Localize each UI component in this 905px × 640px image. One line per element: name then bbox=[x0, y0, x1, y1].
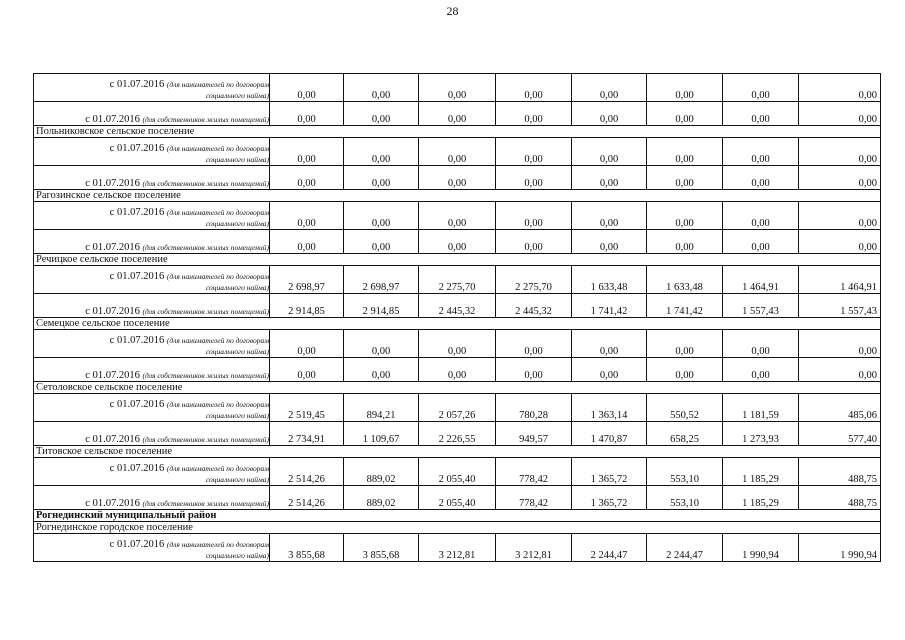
effective-date: с 01.07.2016 bbox=[85, 114, 140, 125]
category-label: (для нанимателей по договорам bbox=[166, 208, 269, 217]
tariff-value: 2 275,70 bbox=[496, 266, 572, 294]
effective-date: с 01.07.2016 bbox=[109, 271, 165, 282]
tariff-value: 485,06 bbox=[799, 394, 881, 422]
tariff-value: 2 055,40 bbox=[419, 486, 496, 510]
tariff-value: 0,00 bbox=[799, 358, 881, 382]
tariff-value: 0,00 bbox=[799, 102, 881, 126]
tariff-value: 0,00 bbox=[572, 102, 647, 126]
row-label bbox=[34, 230, 270, 254]
category-label-cont: социального найма) bbox=[205, 155, 269, 164]
tariff-value: 0,00 bbox=[799, 230, 881, 254]
settlement-header-row bbox=[34, 318, 881, 330]
effective-date: с 01.07.2016 bbox=[85, 178, 140, 189]
tariff-value: 2 514,26 bbox=[270, 486, 344, 510]
category-label-cont: социального найма) bbox=[205, 551, 269, 560]
tariff-value: 1 273,93 bbox=[723, 422, 799, 446]
tariff-value: 550,52 bbox=[647, 394, 723, 422]
tariff-value: 0,00 bbox=[647, 330, 723, 358]
tenant-tariff-row bbox=[34, 74, 881, 102]
effective-date: с 01.07.2016 bbox=[109, 399, 165, 410]
tariff-value: 2 275,70 bbox=[419, 266, 496, 294]
tariff-value: 1 990,94 bbox=[799, 534, 881, 562]
effective-date: с 01.07.2016 bbox=[109, 463, 165, 474]
tariff-value: 0,00 bbox=[419, 330, 496, 358]
tariff-value: 0,00 bbox=[496, 166, 572, 190]
tariff-value: 0,00 bbox=[799, 138, 881, 166]
tariff-value: 0,00 bbox=[419, 230, 496, 254]
settlement-header-row bbox=[34, 190, 881, 202]
row-label bbox=[34, 138, 270, 166]
tariff-table bbox=[33, 73, 881, 562]
tariff-value: 0,00 bbox=[344, 138, 419, 166]
tariff-value: 1 990,94 bbox=[723, 534, 799, 562]
tariff-value: 1 741,42 bbox=[572, 294, 647, 318]
tariff-value: 0,00 bbox=[496, 358, 572, 382]
tariff-value: 1 464,91 bbox=[723, 266, 799, 294]
category-label-cont: социального найма) bbox=[205, 219, 269, 228]
row-label bbox=[34, 422, 270, 446]
tariff-value: 0,00 bbox=[270, 358, 344, 382]
row-label bbox=[34, 394, 270, 422]
tariff-value: 0,00 bbox=[723, 74, 799, 102]
tariff-value: 0,00 bbox=[647, 102, 723, 126]
category-label: (для нанимателей по договорам bbox=[166, 540, 269, 549]
tariff-value: 2 445,32 bbox=[419, 294, 496, 318]
category-label-cont: социального найма) bbox=[205, 475, 269, 484]
tariff-value: 0,00 bbox=[344, 202, 419, 230]
owner-tariff-row bbox=[34, 358, 881, 382]
row-label bbox=[34, 102, 270, 126]
owner-tariff-row bbox=[34, 294, 881, 318]
category-label-cont: социального найма) bbox=[205, 283, 269, 292]
row-label bbox=[34, 202, 270, 230]
tariff-value: 0,00 bbox=[496, 330, 572, 358]
settlement-header-row bbox=[34, 126, 881, 138]
tariff-value: 889,02 bbox=[344, 458, 419, 486]
tariff-value: 0,00 bbox=[647, 202, 723, 230]
tariff-value: 2 519,45 bbox=[270, 394, 344, 422]
settlement-header-row bbox=[34, 446, 881, 458]
category-label: (для собственников жилых помещений) bbox=[142, 243, 269, 252]
tariff-value: 0,00 bbox=[647, 358, 723, 382]
category-label-cont: социального найма) bbox=[205, 347, 269, 356]
tariff-value: 0,00 bbox=[344, 230, 419, 254]
tariff-value: 0,00 bbox=[572, 230, 647, 254]
tariff-value: 577,40 bbox=[799, 422, 881, 446]
row-label bbox=[34, 266, 270, 294]
tariff-value: 1 365,72 bbox=[572, 458, 647, 486]
tariff-value: 2 698,97 bbox=[344, 266, 419, 294]
settlement-name: Рогнединское городское поселение bbox=[34, 522, 881, 534]
tariff-value: 0,00 bbox=[572, 138, 647, 166]
tariff-value: 1 633,48 bbox=[647, 266, 723, 294]
tariff-value: 0,00 bbox=[419, 358, 496, 382]
tariff-value: 0,00 bbox=[799, 202, 881, 230]
tariff-value: 0,00 bbox=[270, 138, 344, 166]
tariff-value: 1 363,14 bbox=[572, 394, 647, 422]
tariff-value: 1 185,29 bbox=[723, 458, 799, 486]
tariff-value: 0,00 bbox=[496, 138, 572, 166]
settlement-name: Рагозинское сельское поселение bbox=[34, 190, 881, 202]
tariff-value: 0,00 bbox=[723, 330, 799, 358]
tariff-value: 1 557,43 bbox=[723, 294, 799, 318]
category-label: (для нанимателей по договорам bbox=[166, 464, 269, 473]
tariff-value: 0,00 bbox=[572, 358, 647, 382]
tariff-value: 0,00 bbox=[799, 166, 881, 190]
tariff-value: 778,42 bbox=[496, 486, 572, 510]
tariff-value: 1 470,87 bbox=[572, 422, 647, 446]
category-label: (для собственников жилых помещений) bbox=[142, 435, 269, 444]
tariff-value: 0,00 bbox=[419, 74, 496, 102]
district-name: Рогнединский муниципальный район bbox=[34, 510, 881, 522]
tariff-value: 553,10 bbox=[647, 458, 723, 486]
tariff-value: 0,00 bbox=[270, 202, 344, 230]
tariff-value: 0,00 bbox=[572, 166, 647, 190]
tariff-value: 778,42 bbox=[496, 458, 572, 486]
effective-date: с 01.07.2016 bbox=[85, 242, 140, 253]
category-label: (для собственников жилых помещений) bbox=[142, 307, 269, 316]
tariff-value: 0,00 bbox=[723, 138, 799, 166]
tariff-value: 658,25 bbox=[647, 422, 723, 446]
tariff-value: 949,57 bbox=[496, 422, 572, 446]
row-label bbox=[34, 458, 270, 486]
tariff-value: 0,00 bbox=[270, 74, 344, 102]
settlement-name: Сетоловское сельское поселение bbox=[34, 382, 881, 394]
tariff-value: 488,75 bbox=[799, 486, 881, 510]
category-label: (для нанимателей по договорам bbox=[166, 80, 269, 89]
tariff-value: 0,00 bbox=[723, 202, 799, 230]
category-label: (для собственников жилых помещений) bbox=[142, 371, 269, 380]
row-label bbox=[34, 534, 270, 562]
district-header-row bbox=[34, 510, 881, 522]
tariff-value: 0,00 bbox=[344, 166, 419, 190]
row-label bbox=[34, 166, 270, 190]
tariff-value: 2 734,91 bbox=[270, 422, 344, 446]
tariff-value: 2 057,26 bbox=[419, 394, 496, 422]
tariff-value: 0,00 bbox=[723, 102, 799, 126]
tariff-value: 1 557,43 bbox=[799, 294, 881, 318]
tariff-value: 0,00 bbox=[723, 166, 799, 190]
settlement-name: Польниковское сельское поселение bbox=[34, 126, 881, 138]
tariff-value: 3 212,81 bbox=[496, 534, 572, 562]
tariff-value: 0,00 bbox=[419, 102, 496, 126]
tariff-value: 2 226,55 bbox=[419, 422, 496, 446]
tenant-tariff-row bbox=[34, 266, 881, 294]
row-label bbox=[34, 486, 270, 510]
owner-tariff-row bbox=[34, 230, 881, 254]
tariff-value: 2 914,85 bbox=[270, 294, 344, 318]
tenant-tariff-row bbox=[34, 330, 881, 358]
tariff-value: 0,00 bbox=[419, 166, 496, 190]
effective-date: с 01.07.2016 bbox=[109, 79, 165, 90]
tariff-value: 0,00 bbox=[419, 202, 496, 230]
tariff-value: 0,00 bbox=[572, 74, 647, 102]
tariff-value: 0,00 bbox=[344, 330, 419, 358]
settlement-name: Титовское сельское поселение bbox=[34, 446, 881, 458]
row-label bbox=[34, 74, 270, 102]
category-label: (для собственников жилых помещений) bbox=[142, 179, 269, 188]
tariff-value: 0,00 bbox=[419, 138, 496, 166]
tariff-value: 0,00 bbox=[723, 358, 799, 382]
tariff-value: 0,00 bbox=[647, 74, 723, 102]
tariff-value: 0,00 bbox=[344, 358, 419, 382]
owner-tariff-row bbox=[34, 486, 881, 510]
tariff-value: 0,00 bbox=[647, 138, 723, 166]
tariff-value: 0,00 bbox=[344, 102, 419, 126]
effective-date: с 01.07.2016 bbox=[85, 434, 140, 445]
tariff-value: 3 855,68 bbox=[344, 534, 419, 562]
tariff-value: 0,00 bbox=[799, 74, 881, 102]
tariff-value: 2 698,97 bbox=[270, 266, 344, 294]
owner-tariff-row bbox=[34, 422, 881, 446]
tariff-value: 553,10 bbox=[647, 486, 723, 510]
category-label-cont: социального найма) bbox=[205, 91, 269, 100]
tenant-tariff-row bbox=[34, 458, 881, 486]
tariff-value: 889,02 bbox=[344, 486, 419, 510]
tariff-value: 0,00 bbox=[270, 102, 344, 126]
effective-date: с 01.07.2016 bbox=[85, 306, 140, 317]
tariff-value: 1 633,48 bbox=[572, 266, 647, 294]
row-label bbox=[34, 294, 270, 318]
effective-date: с 01.07.2016 bbox=[85, 370, 140, 381]
tariff-value: 1 181,59 bbox=[723, 394, 799, 422]
tariff-value: 780,28 bbox=[496, 394, 572, 422]
settlement-header-row bbox=[34, 382, 881, 394]
tariff-value: 3 212,81 bbox=[419, 534, 496, 562]
tenant-tariff-row bbox=[34, 394, 881, 422]
tariff-value: 0,00 bbox=[496, 202, 572, 230]
tariff-value: 2 445,32 bbox=[496, 294, 572, 318]
category-label: (для нанимателей по договорам bbox=[166, 400, 269, 409]
tariff-value: 0,00 bbox=[270, 230, 344, 254]
tariff-value: 1 185,29 bbox=[723, 486, 799, 510]
tenant-tariff-row bbox=[34, 138, 881, 166]
row-label bbox=[34, 358, 270, 382]
tariff-value: 0,00 bbox=[572, 330, 647, 358]
settlement-name: Семецкое сельское поселение bbox=[34, 318, 881, 330]
category-label: (для нанимателей по договорам bbox=[166, 272, 269, 281]
tariff-value: 0,00 bbox=[496, 102, 572, 126]
tariff-value: 2 244,47 bbox=[572, 534, 647, 562]
tariff-value: 2 244,47 bbox=[647, 534, 723, 562]
settlement-name: Речицкое сельское поселение bbox=[34, 254, 881, 266]
owner-tariff-row bbox=[34, 102, 881, 126]
tariff-value: 0,00 bbox=[496, 230, 572, 254]
tariff-value: 2 055,40 bbox=[419, 458, 496, 486]
tariff-value: 3 855,68 bbox=[270, 534, 344, 562]
category-label: (для нанимателей по договорам bbox=[166, 144, 269, 153]
tariff-value: 894,21 bbox=[344, 394, 419, 422]
owner-tariff-row bbox=[34, 166, 881, 190]
effective-date: с 01.07.2016 bbox=[109, 335, 165, 346]
tariff-value: 0,00 bbox=[270, 166, 344, 190]
effective-date: с 01.07.2016 bbox=[109, 207, 165, 218]
tariff-value: 1 464,91 bbox=[799, 266, 881, 294]
tariff-value: 488,75 bbox=[799, 458, 881, 486]
category-label-cont: социального найма) bbox=[205, 411, 269, 420]
effective-date: с 01.07.2016 bbox=[85, 498, 140, 509]
settlement-header-row bbox=[34, 254, 881, 266]
tenant-tariff-row bbox=[34, 534, 881, 562]
page-number: 28 bbox=[446, 4, 459, 18]
tariff-value: 0,00 bbox=[723, 230, 799, 254]
category-label: (для нанимателей по договорам bbox=[166, 336, 269, 345]
tariff-value: 1 109,67 bbox=[344, 422, 419, 446]
tariff-value: 2 514,26 bbox=[270, 458, 344, 486]
tariff-value: 0,00 bbox=[344, 74, 419, 102]
tariff-value: 0,00 bbox=[572, 202, 647, 230]
tariff-value: 0,00 bbox=[799, 330, 881, 358]
category-label: (для собственников жилых помещений) bbox=[142, 499, 269, 508]
row-label bbox=[34, 330, 270, 358]
effective-date: с 01.07.2016 bbox=[109, 143, 165, 154]
tariff-value: 0,00 bbox=[647, 230, 723, 254]
settlement-header-row bbox=[34, 522, 881, 534]
tariff-value: 0,00 bbox=[496, 74, 572, 102]
tariff-value: 0,00 bbox=[270, 330, 344, 358]
category-label: (для собственников жилых помещений) bbox=[142, 115, 269, 124]
tariff-value: 1 741,42 bbox=[647, 294, 723, 318]
effective-date: с 01.07.2016 bbox=[109, 539, 165, 550]
tariff-value: 2 914,85 bbox=[344, 294, 419, 318]
tariff-value: 1 365,72 bbox=[572, 486, 647, 510]
tenant-tariff-row bbox=[34, 202, 881, 230]
tariff-value: 0,00 bbox=[647, 166, 723, 190]
